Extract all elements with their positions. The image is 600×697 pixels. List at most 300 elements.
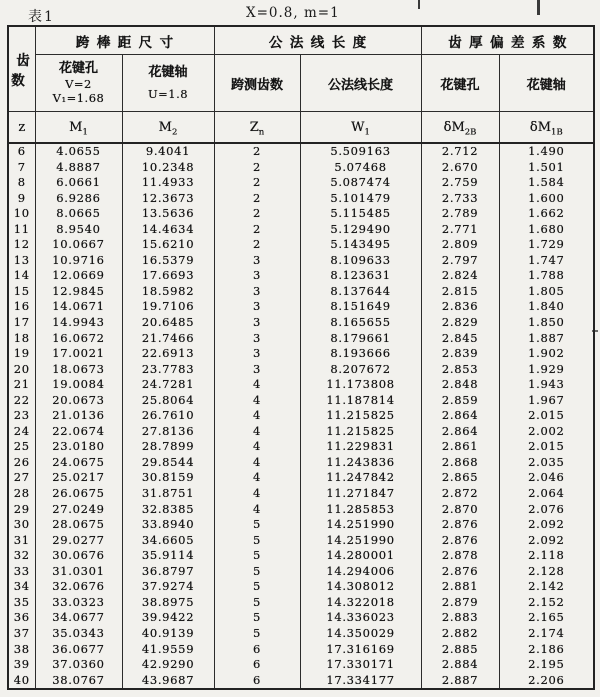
cell-w1: 14.251990 — [300, 517, 421, 533]
cell-zn: 4 — [214, 377, 300, 393]
cell-w1: 8.207672 — [300, 362, 421, 378]
cell-m2: 32.8385 — [122, 502, 214, 518]
cell-w1: 11.243836 — [300, 455, 421, 471]
cell-m1: 17.0021 — [35, 346, 122, 362]
cell-dm1b: 1.929 — [499, 362, 594, 378]
header-group-deviation-coeff: 齿厚偏差系数 — [421, 26, 594, 55]
cell-z: 34 — [8, 579, 35, 595]
spline-dimension-table — [7, 25, 595, 690]
cell-z: 23 — [8, 408, 35, 424]
cell-m2: 22.6913 — [122, 346, 214, 362]
cell-zn: 5 — [214, 595, 300, 611]
cell-m2: 23.7783 — [122, 362, 214, 378]
cell-m2: 9.4041 — [122, 143, 214, 160]
cell-dm1b: 1.490 — [499, 143, 594, 160]
cell-m1: 31.0301 — [35, 564, 122, 580]
cell-dm2b: 2.797 — [421, 253, 499, 269]
cell-zn: 2 — [214, 143, 300, 160]
cell-m1: 37.0360 — [35, 657, 122, 673]
cell-w1: 5.087474 — [300, 175, 421, 191]
cell-w1: 11.229831 — [300, 439, 421, 455]
cell-dm1b: 2.015 — [499, 408, 594, 424]
cell-m2: 17.6693 — [122, 268, 214, 284]
table-row — [8, 455, 594, 471]
cell-zn: 2 — [214, 160, 300, 176]
cell-z: 30 — [8, 517, 35, 533]
cell-m2: 26.7610 — [122, 408, 214, 424]
header-span-teeth: 跨测齿数 — [214, 55, 300, 112]
cell-dm1b: 1.662 — [499, 206, 594, 222]
cell-z: 25 — [8, 439, 35, 455]
cell-dm1b: 1.902 — [499, 346, 594, 362]
cell-m1: 32.0676 — [35, 579, 122, 595]
header-normal-length: 公法线长度 — [300, 55, 421, 112]
cell-m2: 27.8136 — [122, 424, 214, 440]
cell-dm1b: 2.152 — [499, 595, 594, 611]
cell-dm2b: 2.733 — [421, 191, 499, 207]
cell-dm1b: 1.600 — [499, 191, 594, 207]
cell-z: 18 — [8, 331, 35, 347]
cell-w1: 5.115485 — [300, 206, 421, 222]
table-body — [8, 143, 594, 689]
cell-w1: 8.109633 — [300, 253, 421, 269]
cell-m2: 40.9139 — [122, 626, 214, 642]
table-row — [8, 268, 594, 284]
cell-z: 8 — [8, 175, 35, 191]
group-header-row — [8, 26, 594, 55]
cell-z: 27 — [8, 470, 35, 486]
cell-m2: 21.7466 — [122, 331, 214, 347]
cell-z: 33 — [8, 564, 35, 580]
cell-dm1b: 2.064 — [499, 486, 594, 502]
sub-header-row — [8, 55, 594, 112]
table-row — [8, 331, 594, 347]
cell-z: 40 — [8, 673, 35, 690]
cell-z: 39 — [8, 657, 35, 673]
cell-zn: 3 — [214, 299, 300, 315]
table-row — [8, 564, 594, 580]
cell-m1: 12.0669 — [35, 268, 122, 284]
cell-zn: 4 — [214, 424, 300, 440]
cell-z: 32 — [8, 548, 35, 564]
cell-dm2b: 2.853 — [421, 362, 499, 378]
cell-z: 14 — [8, 268, 35, 284]
cell-m2: 36.8797 — [122, 564, 214, 580]
cell-dm1b: 1.887 — [499, 331, 594, 347]
cell-dm1b: 1.840 — [499, 299, 594, 315]
cell-dm2b: 2.771 — [421, 222, 499, 238]
table-row — [8, 284, 594, 300]
cell-dm1b: 1.788 — [499, 268, 594, 284]
cell-dm1b: 2.015 — [499, 439, 594, 455]
cell-dm1b: 1.943 — [499, 377, 594, 393]
symbol-dm1b: $\delta M_{1B}$ — [499, 112, 594, 144]
cell-zn: 3 — [214, 331, 300, 347]
cell-m2: 31.8751 — [122, 486, 214, 502]
cell-m1: 18.0673 — [35, 362, 122, 378]
cell-dm2b: 2.884 — [421, 657, 499, 673]
cell-dm2b: 2.887 — [421, 673, 499, 690]
cell-z: 12 — [8, 237, 35, 253]
cell-m1: 36.0677 — [35, 642, 122, 658]
cell-m1: 23.0180 — [35, 439, 122, 455]
cell-z: 15 — [8, 284, 35, 300]
cell-dm1b: 2.076 — [499, 502, 594, 518]
cell-m1: 35.0343 — [35, 626, 122, 642]
cell-zn: 2 — [214, 206, 300, 222]
cell-dm1b: 1.680 — [499, 222, 594, 238]
cell-dm2b: 2.872 — [421, 486, 499, 502]
cell-m2: 25.8064 — [122, 393, 214, 409]
cell-m2: 24.7281 — [122, 377, 214, 393]
table-row — [8, 315, 594, 331]
table-row — [8, 517, 594, 533]
table-row — [8, 486, 594, 502]
cell-dm2b: 2.861 — [421, 439, 499, 455]
cell-zn: 4 — [214, 502, 300, 518]
cell-w1: 8.165655 — [300, 315, 421, 331]
scan-artifact-mark — [537, 0, 540, 15]
cell-m2: 15.6210 — [122, 237, 214, 253]
cell-w1: 14.336023 — [300, 610, 421, 626]
cell-m2: 37.9274 — [122, 579, 214, 595]
cell-m1: 34.0677 — [35, 610, 122, 626]
cell-dm1b: 2.128 — [499, 564, 594, 580]
cell-m2: 39.9422 — [122, 610, 214, 626]
cell-m2: 13.5636 — [122, 206, 214, 222]
cell-w1: 17.334177 — [300, 673, 421, 690]
symbol-zn: $Z_n$ — [214, 112, 300, 144]
cell-z: 20 — [8, 362, 35, 378]
cell-z: 38 — [8, 642, 35, 658]
cell-dm2b: 2.829 — [421, 315, 499, 331]
cell-m2: 30.8159 — [122, 470, 214, 486]
cell-w1: 11.271847 — [300, 486, 421, 502]
cell-w1: 5.509163 — [300, 143, 421, 160]
cell-m1: 6.0661 — [35, 175, 122, 191]
table-row — [8, 626, 594, 642]
header-spline-hole-pin-v1: V₁=1.68 — [52, 91, 105, 105]
cell-m1: 16.0672 — [35, 331, 122, 347]
table-header — [8, 26, 594, 143]
cell-dm2b: 2.876 — [421, 517, 499, 533]
table-caption: 表1 — [28, 9, 55, 25]
cell-z: 29 — [8, 502, 35, 518]
cell-dm2b: 2.882 — [421, 626, 499, 642]
cell-dm2b: 2.864 — [421, 408, 499, 424]
header-spline-shaft-pin — [122, 55, 214, 112]
cell-dm2b: 2.845 — [421, 331, 499, 347]
cell-zn: 5 — [214, 548, 300, 564]
cell-dm1b: 2.142 — [499, 579, 594, 595]
cell-zn: 4 — [214, 439, 300, 455]
cell-w1: 11.285853 — [300, 502, 421, 518]
cell-dm1b: 1.805 — [499, 284, 594, 300]
cell-m2: 20.6485 — [122, 315, 214, 331]
cell-z: 19 — [8, 346, 35, 362]
cell-dm2b: 2.824 — [421, 268, 499, 284]
cell-m1: 4.8887 — [35, 160, 122, 176]
cell-zn: 5 — [214, 533, 300, 549]
cell-m2: 14.4634 — [122, 222, 214, 238]
cell-zn: 4 — [214, 455, 300, 471]
cell-m1: 10.9716 — [35, 253, 122, 269]
cell-zn: 3 — [214, 253, 300, 269]
table-row — [8, 439, 594, 455]
cell-zn: 2 — [214, 222, 300, 238]
header-spline-shaft-pin-title: 花键轴 — [148, 65, 188, 80]
table-row — [8, 191, 594, 207]
table-row — [8, 424, 594, 440]
cell-m1: 21.0136 — [35, 408, 122, 424]
cell-m1: 8.9540 — [35, 222, 122, 238]
table-row — [8, 362, 594, 378]
cell-z: 24 — [8, 424, 35, 440]
cell-m1: 10.0667 — [35, 237, 122, 253]
cell-w1: 8.123631 — [300, 268, 421, 284]
table-row — [8, 408, 594, 424]
cell-dm2b: 2.759 — [421, 175, 499, 191]
cell-zn: 5 — [214, 579, 300, 595]
table-row — [8, 642, 594, 658]
cell-m2: 12.3673 — [122, 191, 214, 207]
cell-dm1b: 2.046 — [499, 470, 594, 486]
table-row — [8, 175, 594, 191]
cell-w1: 8.193666 — [300, 346, 421, 362]
cell-w1: 8.137644 — [300, 284, 421, 300]
table-row — [8, 299, 594, 315]
cell-m1: 26.0675 — [35, 486, 122, 502]
cell-dm1b: 2.035 — [499, 455, 594, 471]
cell-dm2b: 2.878 — [421, 548, 499, 564]
cell-dm2b: 2.870 — [421, 502, 499, 518]
cell-zn: 6 — [214, 673, 300, 690]
cell-dm1b: 2.002 — [499, 424, 594, 440]
cell-z: 17 — [8, 315, 35, 331]
cell-zn: 2 — [214, 237, 300, 253]
cell-zn: 4 — [214, 393, 300, 409]
cell-w1: 5.129490 — [300, 222, 421, 238]
cell-w1: 14.350029 — [300, 626, 421, 642]
symbol-w1: $W_1$ — [300, 112, 421, 144]
cell-m2: 43.9687 — [122, 673, 214, 690]
cell-m1: 4.0655 — [35, 143, 122, 160]
table-row — [8, 502, 594, 518]
cell-zn: 5 — [214, 610, 300, 626]
symbol-z: z — [8, 112, 35, 144]
cell-dm1b: 1.747 — [499, 253, 594, 269]
table-row — [8, 548, 594, 564]
cell-m2: 38.8975 — [122, 595, 214, 611]
cell-zn: 4 — [214, 486, 300, 502]
cell-z: 28 — [8, 486, 35, 502]
table-row — [8, 657, 594, 673]
parameter-condition: X=0.8, m=1 — [246, 5, 340, 21]
cell-z: 21 — [8, 377, 35, 393]
cell-m1: 8.0665 — [35, 206, 122, 222]
table-row — [8, 222, 594, 238]
cell-m2: 29.8544 — [122, 455, 214, 471]
cell-z: 37 — [8, 626, 35, 642]
cell-m1: 22.0674 — [35, 424, 122, 440]
cell-w1: 8.151649 — [300, 299, 421, 315]
cell-dm2b: 2.670 — [421, 160, 499, 176]
cell-zn: 4 — [214, 470, 300, 486]
symbol-m2: $M_2$ — [122, 112, 214, 144]
cell-m1: 14.0671 — [35, 299, 122, 315]
cell-w1: 14.322018 — [300, 595, 421, 611]
table-row — [8, 673, 594, 690]
cell-m1: 29.0277 — [35, 533, 122, 549]
table-row — [8, 393, 594, 409]
cell-dm1b: 1.729 — [499, 237, 594, 253]
cell-z: 13 — [8, 253, 35, 269]
cell-dm1b: 2.165 — [499, 610, 594, 626]
cell-m2: 19.7106 — [122, 299, 214, 315]
cell-m2: 35.9114 — [122, 548, 214, 564]
cell-m1: 25.0217 — [35, 470, 122, 486]
table-row — [8, 579, 594, 595]
cell-m2: 16.5379 — [122, 253, 214, 269]
cell-dm1b: 2.092 — [499, 517, 594, 533]
cell-m2: 11.4933 — [122, 175, 214, 191]
cell-w1: 11.215825 — [300, 408, 421, 424]
symbol-row — [8, 112, 594, 144]
cell-zn: 3 — [214, 362, 300, 378]
header-spline-hole-pin — [35, 55, 122, 112]
cell-z: 16 — [8, 299, 35, 315]
cell-w1: 17.316169 — [300, 642, 421, 658]
cell-dm2b: 2.883 — [421, 610, 499, 626]
cell-zn: 5 — [214, 564, 300, 580]
cell-dm2b: 2.789 — [421, 206, 499, 222]
cell-m2: 18.5982 — [122, 284, 214, 300]
cell-m1: 28.0675 — [35, 517, 122, 533]
cell-m1: 19.0084 — [35, 377, 122, 393]
table-row — [8, 595, 594, 611]
cell-w1: 5.143495 — [300, 237, 421, 253]
cell-m1: 12.9845 — [35, 284, 122, 300]
cell-m2: 34.6605 — [122, 533, 214, 549]
cell-dm1b: 2.174 — [499, 626, 594, 642]
cell-dm2b: 2.868 — [421, 455, 499, 471]
cell-dm1b: 2.206 — [499, 673, 594, 690]
cell-zn: 5 — [214, 626, 300, 642]
cell-z: 22 — [8, 393, 35, 409]
cell-z: 36 — [8, 610, 35, 626]
cell-dm2b: 2.865 — [421, 470, 499, 486]
cell-zn: 3 — [214, 346, 300, 362]
header-group-pin-span: 跨棒距尺寸 — [35, 26, 214, 55]
header-tooth-count: 齿数 — [8, 26, 35, 112]
table-row — [8, 377, 594, 393]
cell-w1: 14.251990 — [300, 533, 421, 549]
cell-m2: 41.9559 — [122, 642, 214, 658]
cell-dm2b: 2.848 — [421, 377, 499, 393]
table-row — [8, 206, 594, 222]
table-row — [8, 610, 594, 626]
cell-dm1b: 2.195 — [499, 657, 594, 673]
header-deviation-spline-hole: 花键孔 — [421, 55, 499, 112]
table-row — [8, 160, 594, 176]
cell-zn: 6 — [214, 642, 300, 658]
cell-m1: 14.9943 — [35, 315, 122, 331]
cell-dm1b: 1.501 — [499, 160, 594, 176]
table-row — [8, 253, 594, 269]
cell-zn: 2 — [214, 191, 300, 207]
cell-zn: 2 — [214, 175, 300, 191]
cell-zn: 3 — [214, 315, 300, 331]
cell-zn: 6 — [214, 657, 300, 673]
cell-z: 9 — [8, 191, 35, 207]
cell-w1: 11.215825 — [300, 424, 421, 440]
cell-z: 6 — [8, 143, 35, 160]
cell-zn: 3 — [214, 284, 300, 300]
cell-m1: 24.0675 — [35, 455, 122, 471]
cell-z: 10 — [8, 206, 35, 222]
cell-dm2b: 2.809 — [421, 237, 499, 253]
cell-zn: 4 — [214, 408, 300, 424]
table-row — [8, 237, 594, 253]
cell-dm2b: 2.839 — [421, 346, 499, 362]
cell-dm1b: 2.118 — [499, 548, 594, 564]
cell-dm2b: 2.712 — [421, 143, 499, 160]
scan-artifact-mark — [418, 0, 420, 9]
cell-m2: 33.8940 — [122, 517, 214, 533]
cell-m1: 38.0767 — [35, 673, 122, 690]
cell-z: 26 — [8, 455, 35, 471]
cell-m2: 10.2348 — [122, 160, 214, 176]
cell-dm1b: 1.850 — [499, 315, 594, 331]
header-group-common-normal: 公法线长度 — [214, 26, 421, 55]
cell-w1: 5.07468 — [300, 160, 421, 176]
cell-dm2b: 2.885 — [421, 642, 499, 658]
cell-w1: 17.330171 — [300, 657, 421, 673]
cell-zn: 3 — [214, 268, 300, 284]
cell-dm2b: 2.881 — [421, 579, 499, 595]
header-spline-shaft-pin-u: U=1.8 — [147, 87, 189, 101]
cell-w1: 14.280001 — [300, 548, 421, 564]
header-spline-hole-pin-title: 花键孔 — [58, 61, 98, 76]
cell-z: 7 — [8, 160, 35, 176]
cell-m2: 28.7899 — [122, 439, 214, 455]
cell-m1: 20.0673 — [35, 393, 122, 409]
cell-dm2b: 2.876 — [421, 564, 499, 580]
cell-dm2b: 2.864 — [421, 424, 499, 440]
cell-w1: 14.308012 — [300, 579, 421, 595]
cell-w1: 14.294006 — [300, 564, 421, 580]
cell-z: 35 — [8, 595, 35, 611]
cell-dm1b: 2.092 — [499, 533, 594, 549]
cell-dm2b: 2.876 — [421, 533, 499, 549]
table-row — [8, 346, 594, 362]
table-row — [8, 143, 594, 160]
table-row — [8, 470, 594, 486]
cell-m1: 6.9286 — [35, 191, 122, 207]
cell-m1: 27.0249 — [35, 502, 122, 518]
cell-dm1b: 1.584 — [499, 175, 594, 191]
table-row — [8, 533, 594, 549]
cell-zn: 5 — [214, 517, 300, 533]
header-spline-hole-pin-v: V=2 — [65, 77, 92, 91]
cell-w1: 11.187814 — [300, 393, 421, 409]
header-deviation-spline-shaft: 花键轴 — [499, 55, 594, 112]
cell-z: 31 — [8, 533, 35, 549]
cell-dm2b: 2.859 — [421, 393, 499, 409]
symbol-m1: $M_1$ — [35, 112, 122, 144]
cell-z: 11 — [8, 222, 35, 238]
cell-w1: 5.101479 — [300, 191, 421, 207]
